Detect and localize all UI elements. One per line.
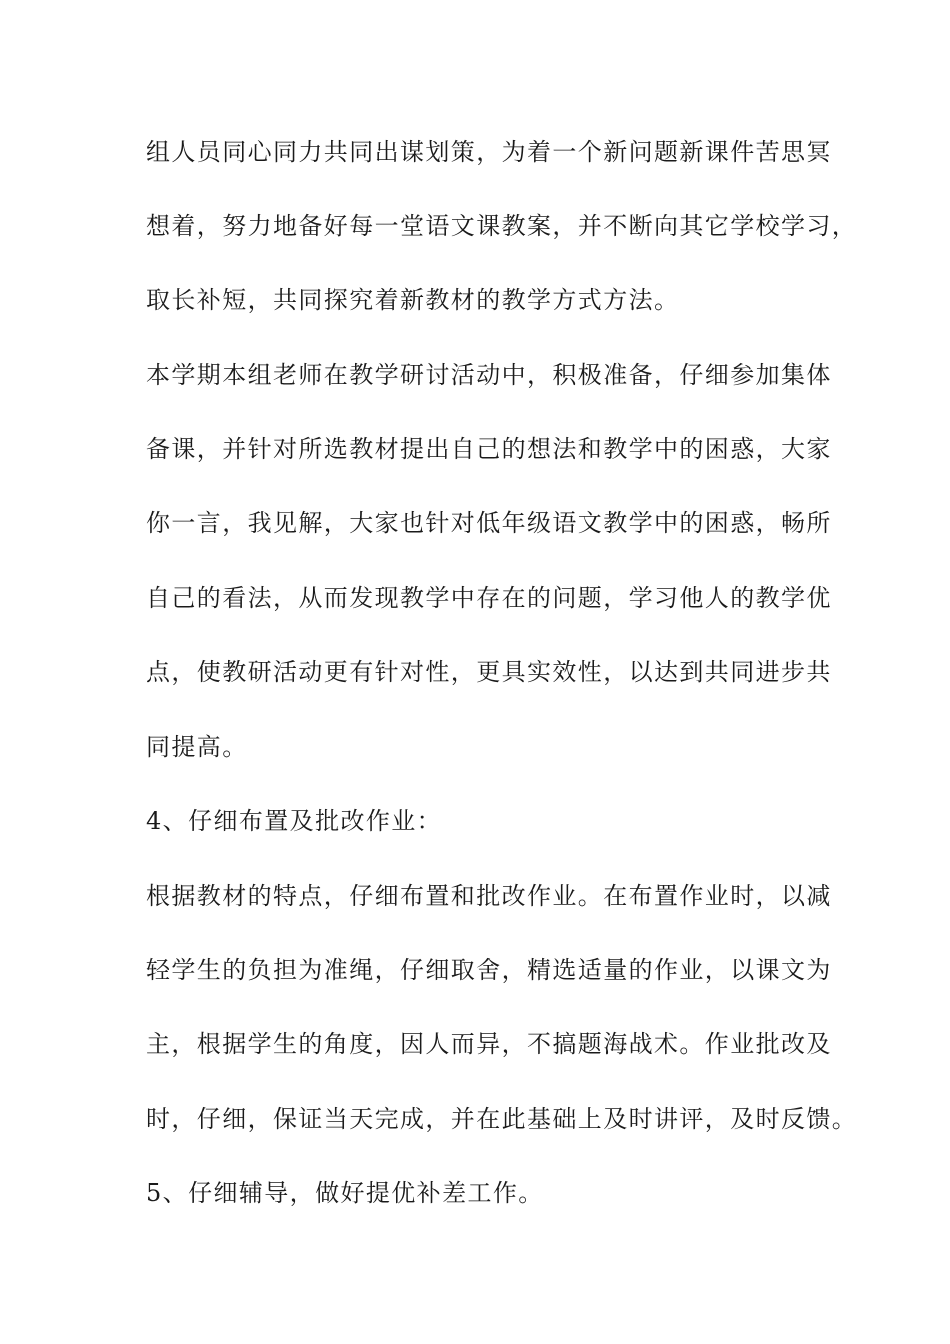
paragraph-line: 主，根据学生的角度，因人而异，不搞题海战术。作业批改及 [146, 1030, 832, 1058]
section-heading: 4、仔细布置及批改作业： [146, 807, 443, 835]
paragraph-line: 取长补短，共同探究着新教材的教学方式方法。 [146, 286, 680, 314]
paragraph-line: 组人员同心同力共同出谋划策，为着一个新问题新课件苦思冥 [146, 138, 832, 166]
paragraph-line: 同提高。 [146, 733, 248, 761]
paragraph-line: 轻学生的负担为准绳，仔细取舍，精选适量的作业，以课文为 [146, 956, 832, 984]
paragraph-line: 点，使教研活动更有针对性，更具实效性，以达到共同进步共 [146, 658, 832, 686]
section-heading: 5、仔细辅导，做好提优补差工作。 [146, 1179, 544, 1207]
paragraph-line: 自己的看法，从而发现教学中存在的问题，学习他人的教学优 [146, 584, 832, 612]
paragraph-line: 备课，并针对所选教材提出自己的想法和教学中的困惑，大家 [146, 435, 832, 463]
paragraph-line: 本学期本组老师在教学研讨活动中，积极准备，仔细参加集体 [146, 361, 832, 389]
paragraph-line: 根据教材的特点，仔细布置和批改作业。在布置作业时，以减 [146, 882, 832, 910]
paragraph-line: 想着，努力地备好每一堂语文课教案，并不断向其它学校学习， [146, 212, 858, 240]
paragraph-line: 你一言，我见解，大家也针对低年级语文教学中的困惑，畅所 [146, 509, 832, 537]
paragraph-line: 时，仔细，保证当天完成，并在此基础上及时讲评，及时反馈。 [146, 1105, 858, 1133]
